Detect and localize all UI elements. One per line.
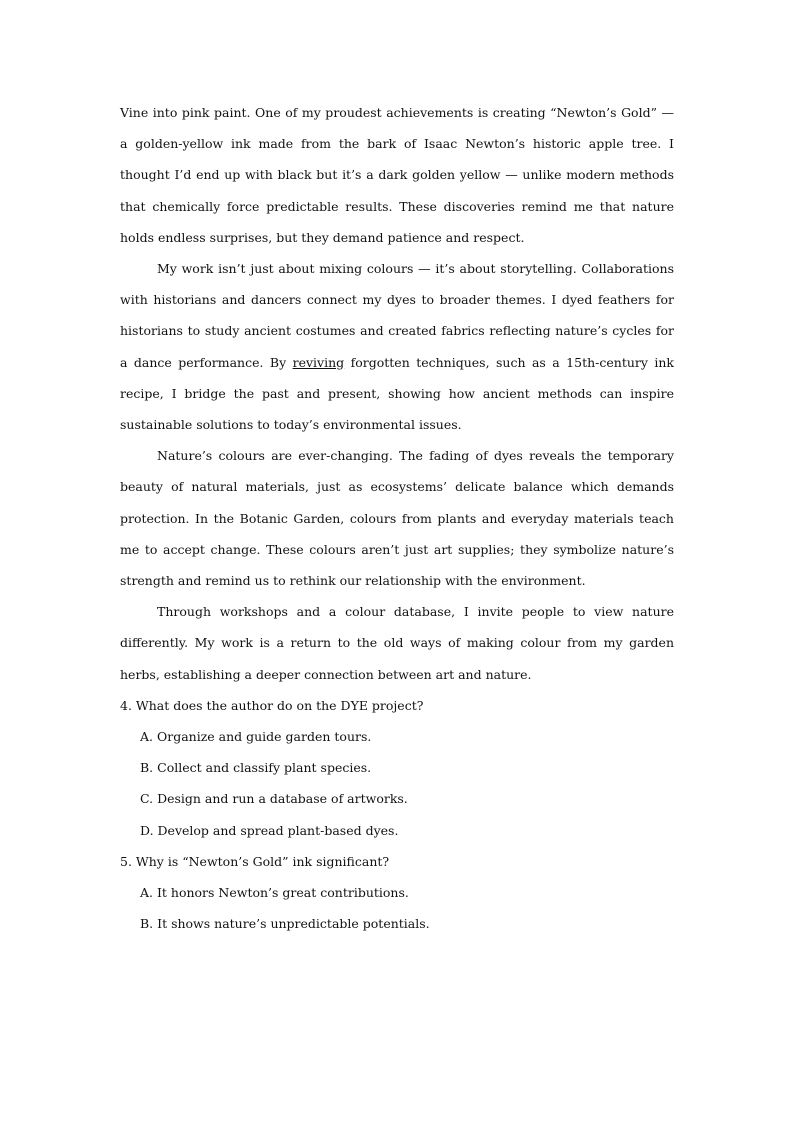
reading-passage [120, 97, 674, 939]
question-5-stem: 5. Why is “Newton’s Gold” ink significant? [120, 853, 390, 869]
passage-paragraph-3: Nature’s colours are ever-changing. The fading of dyes reveals the temporary beauty of natural materials, just as ecosystems’ delicate balance which demands protection. In the Botanic Garden, colours from plants and everyday materials teach me to accept change. These colours aren’t just art supplies; they symbolize nature’s strength and remind us to rethink our relationship with the environment. [120, 448, 674, 589]
passage-paragraph-2 [120, 253, 674, 440]
paragraph-2-text-start: My work isn’t just about mixing colours — it’s about storytelling. Collaborations with historians and dancers connect my dyes to broader themes. I dyed feathers for historians to study ancient costumes and created fabrics reflecting nature’s cycles for a dance performance. By [120, 261, 674, 370]
question-4-stem: 4. What does the author do on the DYE project? [120, 697, 424, 713]
question-4-option-a: A. Organize and guide garden tours. [140, 729, 372, 745]
question-4-option-c: C. Design and run a database of artworks. [140, 791, 408, 807]
question-4-option-b: B. Collect and classify plant species. [140, 760, 372, 776]
question-4-option-d: D. Develop and spread plant-based dyes. [140, 822, 399, 838]
passage-paragraph-4: Through workshops and a colour database, I invite people to view nature differently. My work is a return to the old ways of making colour from my garden herbs, establishing a deeper connection between art and nature. [120, 604, 674, 682]
question-5-option-a: A. It honors Newton’s great contributions. [140, 885, 409, 901]
question-5-option-b: B. It shows nature’s unpredictable potentials. [140, 916, 430, 932]
passage-paragraph-1: Vine into pink paint. One of my proudest achievements is creating “Newton’s Gold” — a golden-yellow ink made from the bark of Isaac Newton’s historic apple tree. I thought I’d end up with black but it’s a dark golden yellow — unlike modern methods that chemically force predictable results. These discoveries remind me that nature holds endless surprises, but they demand patience and respect. [120, 105, 674, 245]
underlined-word: reviving [292, 354, 345, 370]
paragraph-2-text-end: forgotten techniques, such as a 15th-century ink recipe, I bridge the past and present, showing how ancient methods can inspire sustainable solutions to today’s environmental issues. [120, 354, 674, 433]
